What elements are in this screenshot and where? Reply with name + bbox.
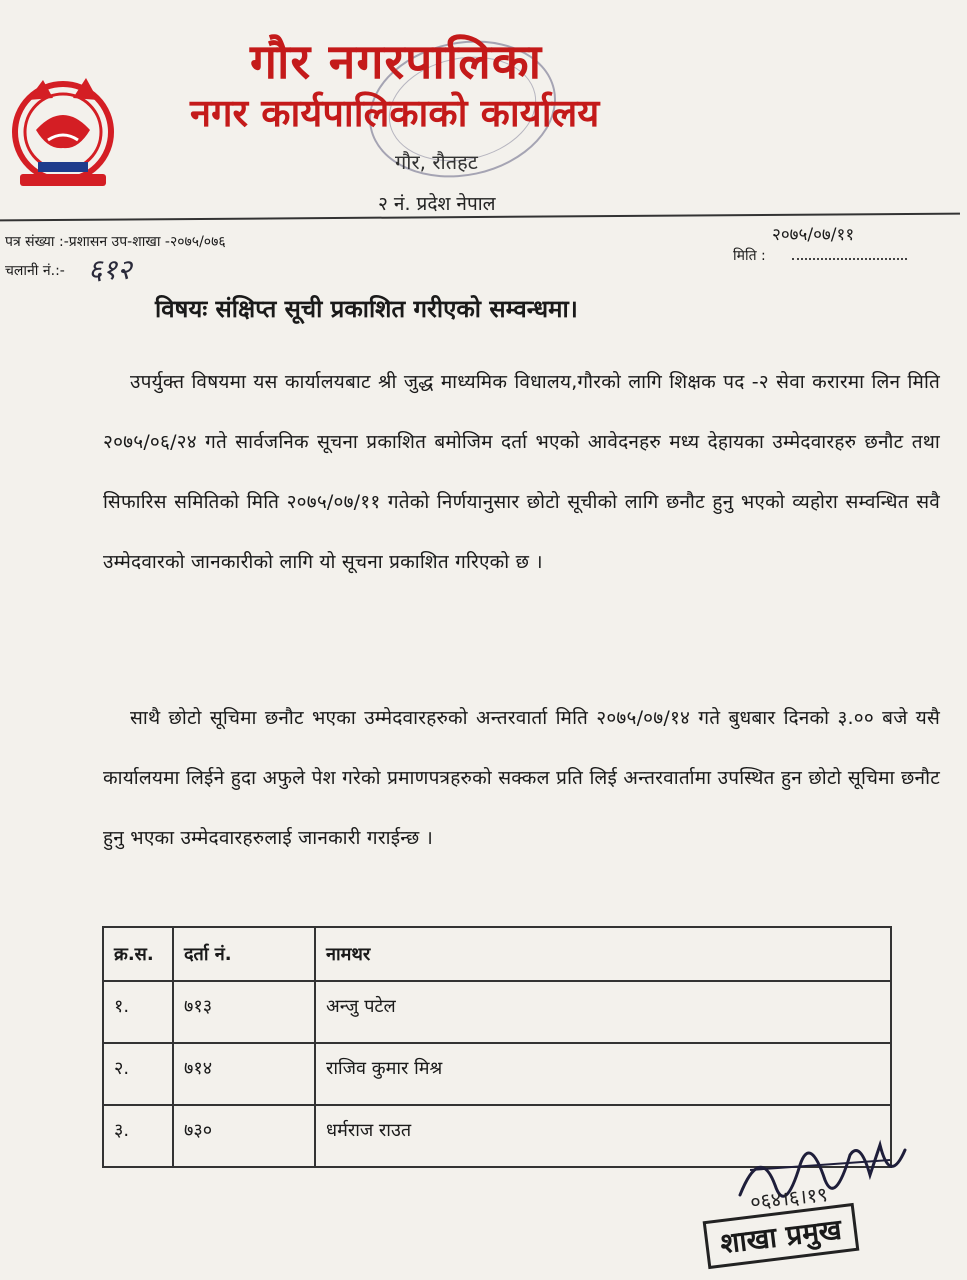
role-stamp: शाखा प्रमुख xyxy=(703,1203,859,1269)
cell-reg-no: ७१४ xyxy=(173,1043,315,1105)
date-dotted-line xyxy=(792,258,907,260)
column-header-name: नामथर xyxy=(315,927,891,981)
dispatch-label: चलानी नं.:- xyxy=(5,263,65,279)
paragraph-1-text: उपर्युक्त विषयमा यस कार्यालयबाट श्री जुद्ध माध्यमिक विधालय,गौरको लागि शिक्षक पद -२ सेवा करारमा लिन मिति २०७५/०६/२४ गते सार्वजनिक सूचना प्रकाशित बमोजिम दर्ता भएको आवेदनहरु मध्य देहायका उम्मेदवारहरु छनौट तथा सिफारिस समितिको मिति २०७५/०७/११ गतेको निर्णयानुसार छोटो सूचीको लागि छनौट हुनु भएको व्यहोरा सम्वन्धित सवै उम्मेदवारको जानकारीको लागि यो सूचना प्रकाशित गरिएको छ । xyxy=(103,371,940,573)
table-row xyxy=(103,1043,891,1105)
cell-name: राजिव कुमार मिश्र xyxy=(315,1043,891,1105)
cell-name: धर्मराज राउत xyxy=(315,1105,891,1167)
cell-serial: २. xyxy=(103,1043,173,1105)
paragraph-2-text: साथै छोटो सूचिमा छनौट भएका उम्मेदवारहरुको अन्तरवार्ता मिति २०७५/०७/१४ गते बुधबार दिनको ३.०० बजे यसै कार्यालयमा लिईने हुदा अफुले पेश गरेको प्रमाणपत्रहरुको सक्कल प्रति लिई अन्तरवार्तामा उपस्थित हुन छोटो सूचिमा छनौट हुनु भएका उम्मेदवारहरुलाई जानकारी गराईन्छ । xyxy=(103,707,940,849)
reference-number: पत्र संख्या :-प्रशासन उप-शाखा -२०७५/०७६ xyxy=(5,234,226,250)
signature-number: ०६४।६।१९ xyxy=(749,1182,829,1214)
date-label: मिति : xyxy=(733,248,766,264)
cell-serial: १. xyxy=(103,981,173,1043)
cell-serial: ३. xyxy=(103,1105,173,1167)
column-header-reg-no: दर्ता नं. xyxy=(173,927,315,981)
cell-reg-no: ७१३ xyxy=(173,981,315,1043)
table-row xyxy=(103,981,891,1043)
province-line: २ नं. प्रदेश नेपाल xyxy=(378,193,496,215)
office-name: नगर कार्यपालिकाको कार्यालय xyxy=(190,90,600,135)
nepal-emblem-icon xyxy=(8,70,118,190)
column-header-serial: क्र.स. xyxy=(103,927,173,981)
paragraph-2 xyxy=(103,688,940,868)
office-place: गौर, रौतहट xyxy=(395,150,478,174)
table-header-row xyxy=(103,927,891,981)
subject-line: विषयः संक्षिप्त सूची प्रकाशित गरीएको सम्वन्धमा। xyxy=(155,295,578,323)
cell-name: अन्जु पटेल xyxy=(315,981,891,1043)
letter-date: २०७५/०७/११ xyxy=(772,225,855,245)
paragraph-1 xyxy=(103,352,940,592)
cell-reg-no: ७३० xyxy=(173,1105,315,1167)
organization-name: गौर नगरपालिका xyxy=(250,34,543,90)
dispatch-number: ६१२ xyxy=(88,253,132,286)
